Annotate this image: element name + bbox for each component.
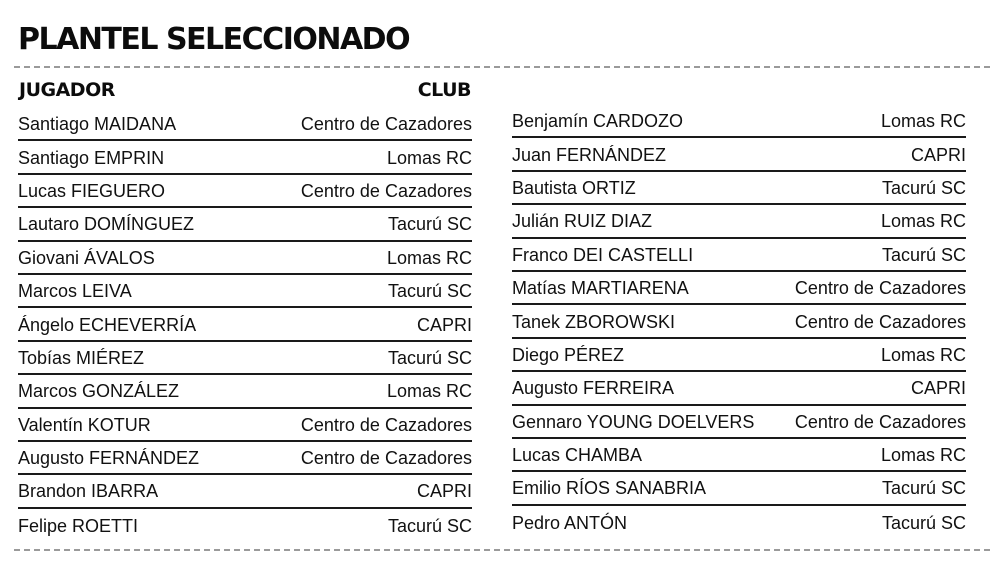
roster-row bbox=[18, 509, 472, 542]
roster-row bbox=[512, 138, 966, 171]
player-club: CAPRI bbox=[910, 378, 966, 399]
player-club: Centro de Cazadores bbox=[300, 448, 472, 469]
player-name: Felipe ROETTI bbox=[18, 515, 139, 536]
player-club: Tacurú SC bbox=[387, 347, 472, 368]
player-club: Tacurú SC bbox=[881, 244, 966, 265]
player-name: Marcos LEIVA bbox=[18, 281, 132, 302]
player-name: Marcos GONZÁLEZ bbox=[18, 381, 180, 402]
page-title: PLANTEL SELECCIONADO bbox=[18, 22, 410, 57]
player-club: Tacurú SC bbox=[387, 281, 472, 302]
player-name: Franco DEI CASTELLI bbox=[512, 244, 694, 265]
player-name: Lucas CHAMBA bbox=[512, 445, 643, 466]
roster-row bbox=[512, 439, 966, 472]
roster-row bbox=[512, 305, 966, 338]
player-club: Tacurú SC bbox=[881, 478, 966, 499]
player-name: Brandon IBARRA bbox=[18, 481, 159, 502]
player-name: Ángelo ECHEVERRÍA bbox=[18, 314, 197, 335]
roster-row bbox=[512, 172, 966, 205]
player-name: Lucas FIEGUERO bbox=[18, 180, 166, 201]
right-roster-list bbox=[512, 105, 966, 539]
player-name: Lautaro DOMÍNGUEZ bbox=[18, 214, 195, 235]
player-name: Valentín KOTUR bbox=[18, 414, 151, 435]
player-club: Lomas RC bbox=[386, 381, 472, 402]
player-club: Lomas RC bbox=[880, 111, 966, 132]
player-club: Tacurú SC bbox=[881, 177, 966, 198]
player-name: Giovani ÁVALOS bbox=[18, 247, 155, 268]
roster-row bbox=[18, 442, 472, 475]
player-name: Benjamín CARDOZO bbox=[512, 111, 684, 132]
player-club: Centro de Cazadores bbox=[300, 180, 472, 201]
player-club: Lomas RC bbox=[880, 211, 966, 232]
player-name: Augusto FERNÁNDEZ bbox=[18, 448, 200, 469]
roster-row bbox=[512, 105, 966, 138]
player-club: CAPRI bbox=[910, 144, 966, 165]
roster-row bbox=[512, 339, 966, 372]
roster-row bbox=[18, 342, 472, 375]
player-name: Santiago EMPRIN bbox=[18, 147, 165, 168]
player-club: Tacurú SC bbox=[387, 515, 472, 536]
player-club: Lomas RC bbox=[386, 247, 472, 268]
player-club: Centro de Cazadores bbox=[794, 311, 966, 332]
player-name: Julián RUIZ DIAZ bbox=[512, 211, 653, 232]
roster-row bbox=[18, 141, 472, 174]
roster-row bbox=[512, 205, 966, 238]
player-club: Centro de Cazadores bbox=[300, 114, 472, 135]
player-club: Centro de Cazadores bbox=[794, 411, 966, 432]
player-club: Tacurú SC bbox=[881, 512, 966, 533]
left-roster-list bbox=[18, 108, 472, 542]
player-club: Lomas RC bbox=[880, 445, 966, 466]
roster-row bbox=[512, 506, 966, 539]
player-club: Lomas RC bbox=[880, 344, 966, 365]
player-club: Lomas RC bbox=[386, 147, 472, 168]
player-name: Tobías MIÉREZ bbox=[18, 347, 145, 368]
player-club: Centro de Cazadores bbox=[794, 278, 966, 299]
roster-row bbox=[512, 406, 966, 439]
roster-row bbox=[18, 175, 472, 208]
column-header-player: JUGADOR bbox=[19, 79, 115, 101]
top-dashed-divider bbox=[14, 66, 990, 68]
roster-row bbox=[18, 308, 472, 341]
player-name: Diego PÉREZ bbox=[512, 344, 625, 365]
player-club: CAPRI bbox=[416, 314, 472, 335]
player-name: Gennaro YOUNG DOELVERS bbox=[512, 411, 755, 432]
player-name: Emilio RÍOS SANABRIA bbox=[512, 478, 707, 499]
player-name: Juan FERNÁNDEZ bbox=[512, 144, 667, 165]
player-name: Augusto FERREIRA bbox=[512, 378, 675, 399]
player-club: CAPRI bbox=[416, 481, 472, 502]
player-name: Bautista ORTIZ bbox=[512, 177, 636, 198]
roster-row bbox=[18, 108, 472, 141]
column-header-club: CLUB bbox=[417, 79, 471, 101]
roster-row bbox=[18, 375, 472, 408]
player-name: Tanek ZBOROWSKI bbox=[512, 311, 676, 332]
player-name: Matías MARTIARENA bbox=[512, 278, 689, 299]
roster-row bbox=[18, 275, 472, 308]
player-club: Centro de Cazadores bbox=[300, 414, 472, 435]
roster-row bbox=[18, 475, 472, 508]
roster-row bbox=[512, 272, 966, 305]
player-name: Santiago MAIDANA bbox=[18, 114, 177, 135]
player-name: Pedro ANTÓN bbox=[512, 512, 628, 533]
roster-row bbox=[18, 208, 472, 241]
player-club: Tacurú SC bbox=[387, 214, 472, 235]
roster-row bbox=[512, 239, 966, 272]
roster-row bbox=[512, 472, 966, 505]
roster-row bbox=[512, 372, 966, 405]
bottom-dashed-divider bbox=[14, 549, 990, 551]
roster-row bbox=[18, 409, 472, 442]
roster-row bbox=[18, 242, 472, 275]
